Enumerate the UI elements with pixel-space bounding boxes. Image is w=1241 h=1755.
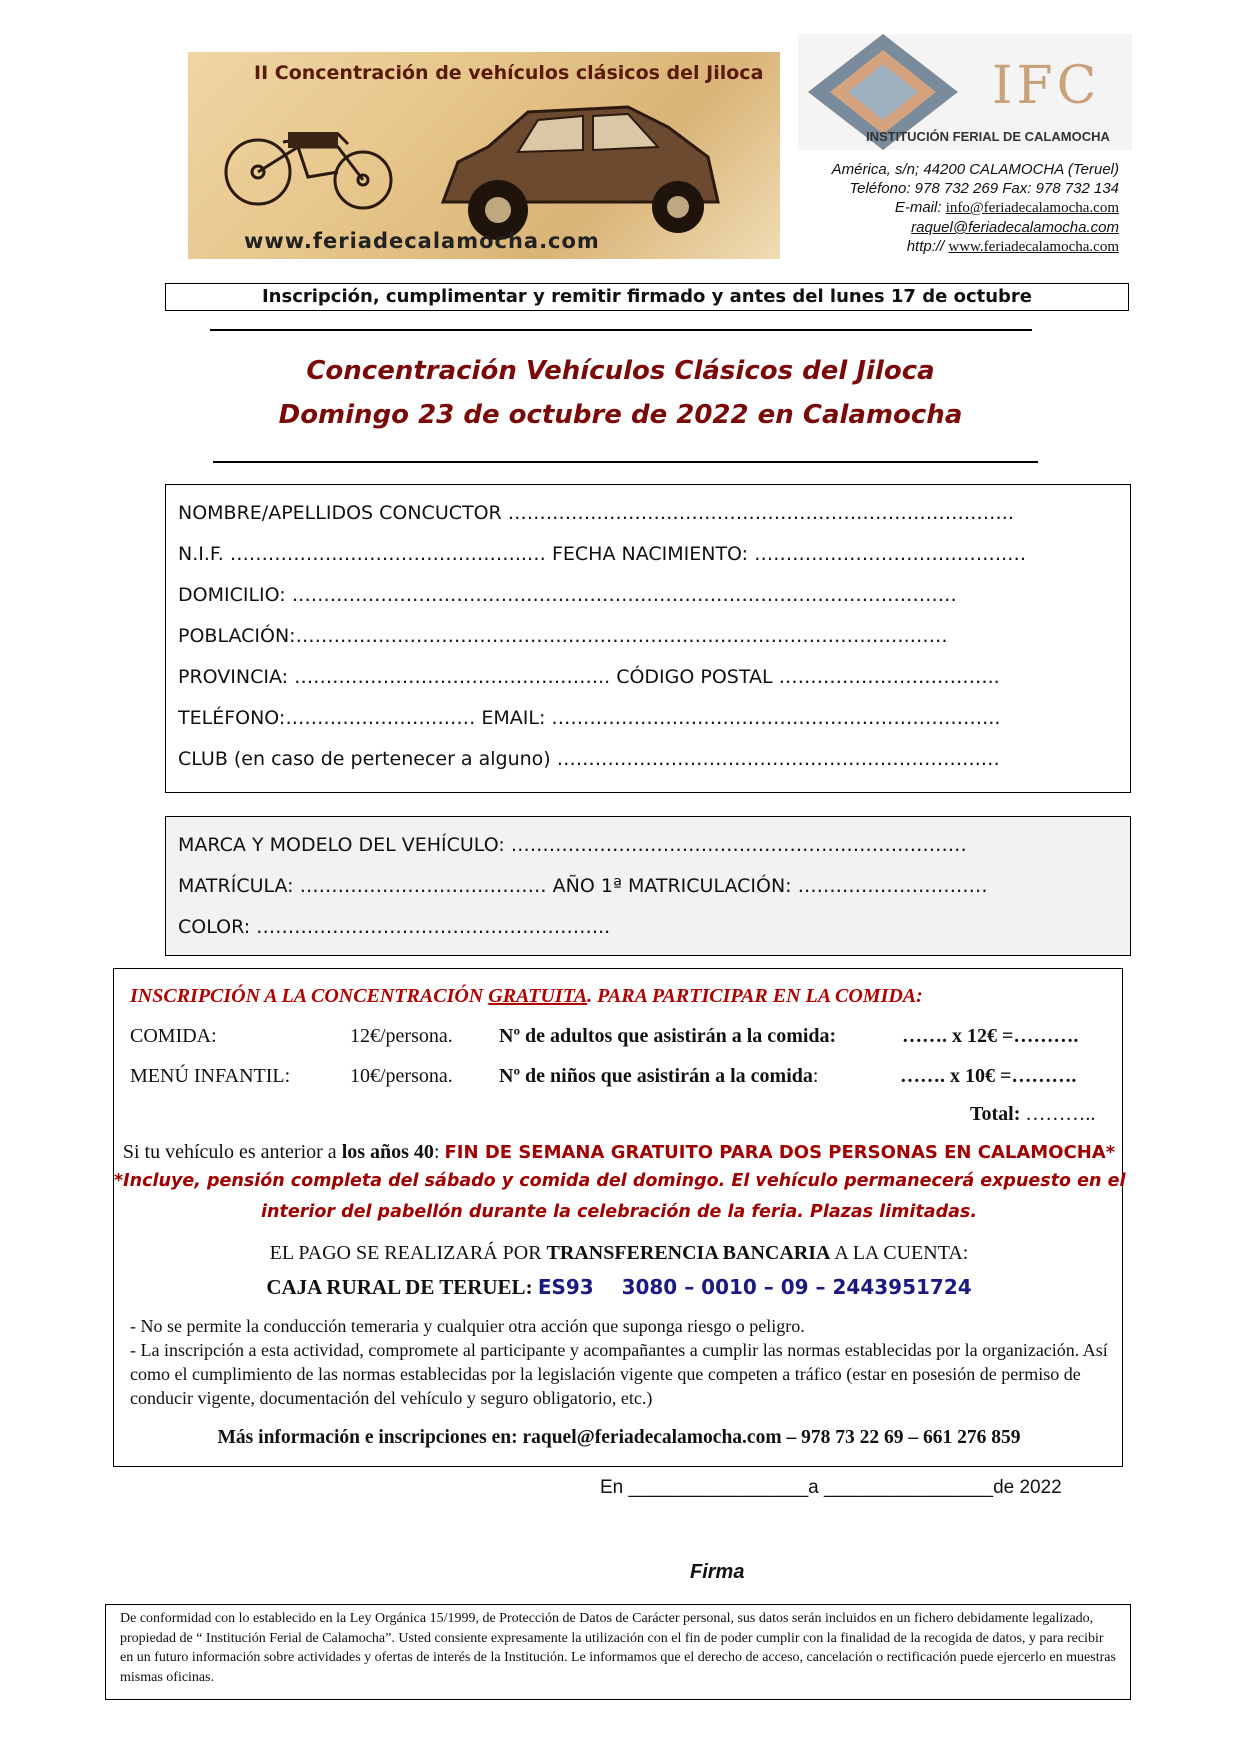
field-vehicle-model[interactable]: MARCA Y MODELO DEL VEHÍCULO: ……………………………………………………………… [178, 834, 967, 856]
divider-bottom [213, 461, 1038, 463]
adult-meal-price: 12€/persona. [350, 1025, 453, 1047]
vehicle-data-form [165, 816, 1131, 956]
driver-data-form [165, 484, 1131, 793]
more-info: Más información e inscripciones en: raquel@feriadecalamocha.com – 978 73 22 69 – 661 276 859 [217, 1427, 1021, 1448]
offer-colon: : [433, 1141, 445, 1163]
field-driver-name[interactable]: NOMBRE/APELLIDOS CONCUCTOR …………………………………………………………………….. [178, 502, 1014, 524]
event-date-title: Domingo 23 de octubre de 2022 en Calamocha [278, 400, 963, 430]
event-banner [188, 52, 780, 259]
child-count-question [499, 1065, 818, 1088]
ifc-name: INSTITUCIÓN FERIAL DE CALAMOCHA [866, 129, 1110, 144]
field-color[interactable]: COLOR: ……………………………………………….. [178, 916, 611, 938]
offer-note-1: *Incluye, pensión completa del sábado y comida del domingo. El vehículo permanecerá expuesto en el [114, 1171, 1126, 1191]
pre-40s-offer [114, 1141, 1124, 1164]
web-label: http:// [906, 238, 949, 255]
field-nif-birthdate[interactable]: N.I.F. ………………………………………..… FECHA NACIMIENTO: ………………………………….… [178, 543, 1027, 565]
total-value: ……….. [1020, 1103, 1096, 1125]
total-field[interactable] [970, 1103, 1095, 1126]
bank-account [114, 1275, 1124, 1300]
web-line [832, 237, 1119, 257]
field-address[interactable]: DOMICILIO: …………………………………………………………………………………………… [178, 584, 957, 606]
rule-compliance: - La inscripción a esta actividad, compromete al participante y acompañantes a cumplir las normas establecidas por la organización. Así como el cumplimiento de las normas establecidas por la legislación vigente que competen a tráfico (estar en posesión de permiso de conducir vigente, documentación del vehículo y seguro obligatorio, etc.) [130, 1340, 1108, 1408]
signature-label: Firma [690, 1561, 745, 1583]
offer-text: Si tu vehículo es anterior a [122, 1141, 342, 1163]
address-line: América, s/n; 44200 CALAMOCHA (Teruel) [831, 161, 1119, 178]
email-line-2 [832, 218, 1119, 237]
total-label: Total: [970, 1103, 1021, 1125]
place-date-line[interactable]: En _________________a ________________de 2022 [600, 1477, 1062, 1498]
adult-meal-label: COMIDA: [130, 1025, 217, 1047]
deadline-notice: Inscripción, cumplimentar y remitir firmado y antes del lunes 17 de octubre [165, 283, 1129, 311]
free-word: GRATUITA [488, 985, 588, 1007]
child-question-colon: : [812, 1065, 819, 1087]
email-line [832, 198, 1119, 218]
adult-count-question: Nº de adultos que asistirán a la comida: [499, 1025, 837, 1047]
offer-free-weekend: FIN DE SEMANA GRATUITO PARA DOS PERSONAS EN CALAMOCHA* [444, 1142, 1116, 1163]
meal-header-text: INSCRIPCIÓN A LA CONCENTRACIÓN [130, 985, 489, 1007]
banner-url: www.feriadecalamocha.com [244, 229, 600, 253]
offer-decade: los años 40 [341, 1141, 434, 1163]
meal-header-text-end: . PARA PARTICIPAR EN LA COMIDA: [587, 985, 923, 1007]
child-menu-price: 10€/persona. [350, 1065, 453, 1087]
meal-registration-box [113, 968, 1126, 1467]
divider-top [210, 329, 1032, 331]
rules-section [130, 1314, 1110, 1410]
child-question-text: Nº de niños que asistirán a la comida [499, 1065, 813, 1087]
rule-reckless-driving: - No se permite la conducción temeraria y cualquier otra acción que suponga riesgo o peligro. [130, 1316, 805, 1336]
payment-method [114, 1242, 1124, 1265]
bank-colon: : [525, 1275, 538, 1299]
email-link-raquel[interactable]: raquel@feriadecalamocha.com [911, 219, 1119, 236]
payment-text: EL PAGO SE REALIZARÁ POR [269, 1242, 547, 1264]
payment-transfer: TRANSFERENCIA BANCARIA [546, 1242, 831, 1264]
iban-number: ES93 3080 – 0010 – 09 – 2443951724 [537, 1275, 972, 1299]
field-plate-year[interactable]: MATRÍCULA: ………………………………… AÑO 1ª MATRICULACIÓN: ………………………… [178, 875, 988, 897]
child-count-field[interactable]: ……. x 10€ =………. [900, 1065, 1077, 1087]
meal-header [130, 985, 923, 1008]
banner-title: II Concentración de vehículos clásicos del Jiloca [254, 62, 764, 84]
bank-name: CAJA RURAL DE TERUEL [266, 1275, 526, 1299]
ifc-letters: IFC [992, 56, 1101, 116]
web-link[interactable]: www.feriadecalamocha.com [948, 239, 1119, 255]
payment-account-label: A LA CUENTA: [830, 1242, 969, 1264]
field-province-postcode[interactable]: PROVINCIA: ………………………………………….. CÓDIGO POSTAL …………………………….. [178, 666, 1000, 688]
phone-fax-line: Teléfono: 978 732 269 Fax: 978 732 134 [849, 180, 1119, 197]
field-phone-email[interactable]: TELÉFONO:………………………… EMAIL: …………………………………………………………….. [178, 707, 1001, 729]
event-title: Concentración Vehículos Clásicos del Jiloca [306, 356, 935, 386]
offer-note-2: interior del pabellón durante la celebración de la feria. Plazas limitadas. [261, 1202, 977, 1222]
email-label: E-mail: [894, 199, 946, 216]
email-link-info[interactable]: info@feriadecalamocha.com [945, 200, 1119, 216]
child-menu-label: MENÚ INFANTIL: [130, 1065, 291, 1087]
adult-count-field[interactable]: ……. x 12€ =………. [902, 1025, 1079, 1047]
data-protection-notice: De conformidad con lo establecido en la Ley Orgánica 15/1999, de Protección de Datos de Carácter personal, sus datos serán incluidos en un fichero debidamente legalizado, propiedad de “ Institución Ferial de Calamocha”. Usted consiente expresamente la utilización con el fin de poder cumplir con la finalidad de la recogida de datos, y para recibir en un futuro información sobre actividades y ofertas de interés de la Institución. Le informamos que el derecho de acceso, cancelación o rectificación puede ejercerlo en muestras mismas oficinas. [105, 1604, 1131, 1700]
field-club[interactable]: CLUB (en caso de pertenecer a alguno) ………………………………………………………….… [178, 748, 1000, 770]
contact-address [832, 160, 1119, 257]
field-town[interactable]: POBLACIÓN:…………………………………………………………………………………….…… [178, 625, 948, 647]
ifc-logo [798, 34, 1132, 150]
